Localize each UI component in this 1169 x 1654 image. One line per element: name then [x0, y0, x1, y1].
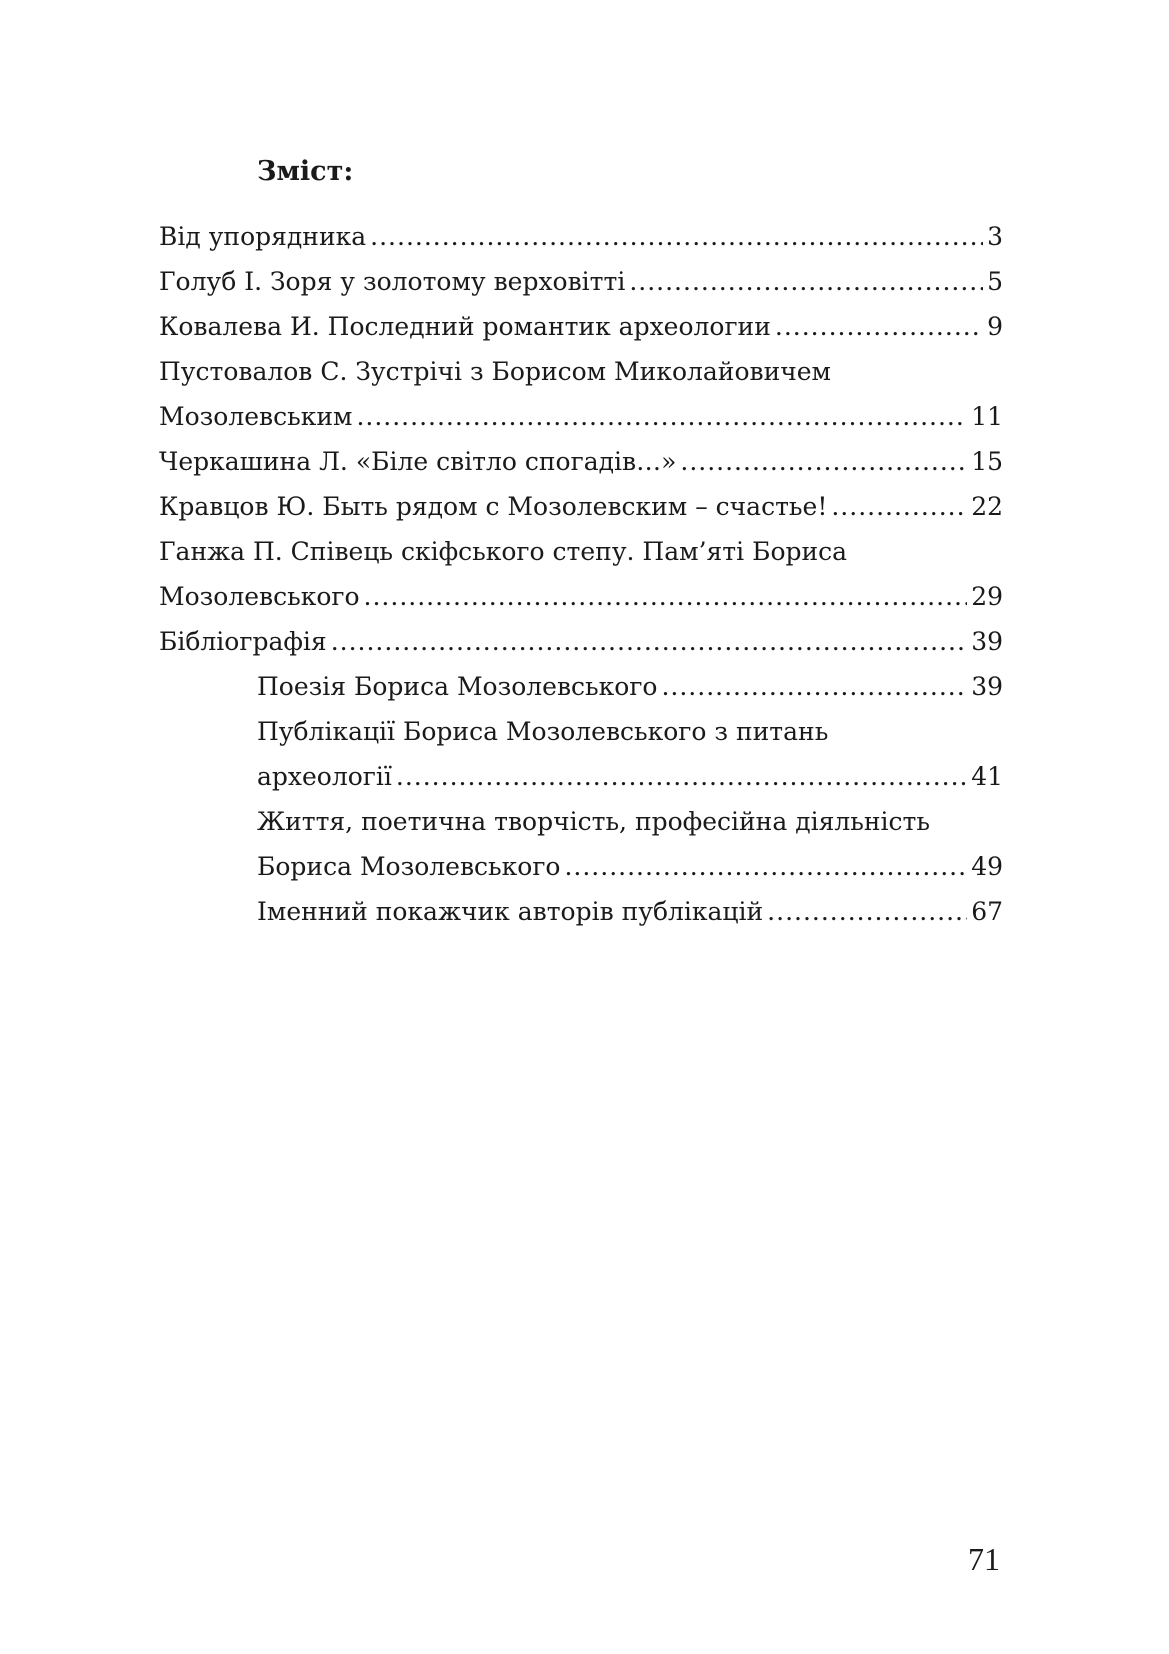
toc-entry-page: 67	[971, 897, 1003, 926]
dot-leader	[831, 490, 967, 524]
toc-title: Зміст:	[257, 156, 354, 187]
dot-leader	[680, 445, 967, 479]
toc-entry-cherkashyna[interactable]	[159, 445, 1003, 479]
toc-entry-text: Від упорядника	[159, 222, 367, 251]
toc-entry-page: 9	[987, 312, 1003, 341]
page-number: 71	[968, 1541, 1000, 1577]
toc-subentry-life-line1[interactable]: Життя, поетична творчість, професійна діяльність	[257, 807, 930, 836]
toc-entry-kovaleva[interactable]	[159, 310, 1003, 344]
toc-entry-page: 41	[971, 762, 1003, 791]
toc-entry-hanzha-line1[interactable]: Ганжа П. Співець скіфського степу. Пам’яті Бориса	[159, 537, 848, 566]
toc-entry-text: Голуб І. Зоря у золотому верховітті	[159, 267, 626, 296]
toc-entry-page: 11	[971, 402, 1003, 431]
toc-entry-pustovalov-line1[interactable]: Пустовалов С. Зустрічі з Борисом Миколайовичем	[159, 357, 831, 386]
toc-entry-text: Бібліографія	[159, 627, 327, 656]
dot-leader	[564, 850, 967, 884]
toc-entry-foreword[interactable]	[159, 220, 1003, 254]
toc-entry-text: Мозолевським	[159, 402, 353, 431]
toc-entry-page: 49	[971, 852, 1003, 881]
dot-leader	[629, 265, 983, 299]
toc-entry-page: 29	[971, 582, 1003, 611]
toc-subentry-life[interactable]	[257, 850, 1003, 884]
dot-leader	[370, 220, 983, 254]
toc-entry-text: Поезія Бориса Мозолевського	[257, 672, 658, 701]
toc-entry-page: 39	[971, 672, 1003, 701]
toc-entry-kravtsov[interactable]	[159, 490, 1003, 524]
dot-leader	[364, 580, 968, 614]
toc-entry-text: Ковалева И. Последний романтик археологии	[159, 312, 771, 341]
dot-leader	[396, 760, 967, 794]
toc-subentry-archaeology-line1[interactable]: Публікації Бориса Мозолевського з питань	[257, 717, 829, 746]
toc-entry-text: Бориса Мозолевського	[257, 852, 561, 881]
toc-entry-bibliography[interactable]	[159, 625, 1003, 659]
toc-entry-page: 3	[987, 222, 1003, 251]
dot-leader	[331, 625, 967, 659]
dot-leader	[775, 310, 983, 344]
dot-leader	[356, 400, 967, 434]
toc-entry-holub[interactable]	[159, 265, 1003, 299]
dot-leader	[767, 895, 967, 929]
toc-entry-text: Іменний покажчик авторів публікацій	[257, 897, 764, 926]
toc-entry-page: 22	[971, 492, 1003, 521]
toc-entry-text: Кравцов Ю. Быть рядом с Мозолевским – счастье!	[159, 492, 828, 521]
toc-entry-page: 39	[971, 627, 1003, 656]
toc-entry-text: Черкашина Л. «Біле світло спогадів…»	[159, 447, 677, 476]
toc-entry-page: 5	[987, 267, 1003, 296]
toc-entry-page: 15	[971, 447, 1003, 476]
toc-entry-text: Мозолевського	[159, 582, 360, 611]
toc-subentry-index[interactable]	[257, 895, 1003, 929]
toc-subentry-poetry[interactable]	[257, 670, 1003, 704]
toc-entry-pustovalov[interactable]	[159, 400, 1003, 434]
toc-entry-hanzha[interactable]	[159, 580, 1003, 614]
toc-entry-text: археології	[257, 762, 392, 791]
dot-leader	[661, 670, 967, 704]
toc-subentry-archaeology[interactable]	[257, 760, 1003, 794]
